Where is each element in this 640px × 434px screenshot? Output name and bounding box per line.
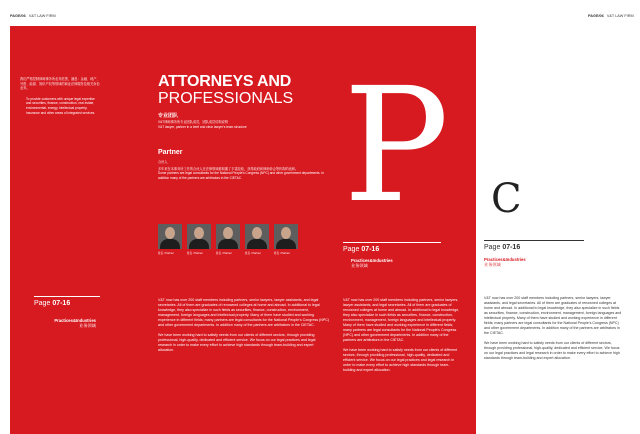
partner-photo	[216, 224, 240, 249]
right-red-page-prefix: Page	[343, 246, 360, 253]
white-para1: V&T now has over 200 staff members including partners, senior lawyers, lawyer assistants, and legal secretaries. All of them are graduates of renowned colleges at home and abroad. In additional to legal knowledge, they also specialize in such fields as securities, finance, construction, environment, management, foreign languages and intellectual property. Many of them have studied and working experience in different fields; many partners are legal consultants for the National People's Congress (NPC) and other government departments. In addition many of the partners are arbitrators in the CIETAC.	[484, 296, 622, 335]
white-practices	[484, 257, 526, 268]
small-letter-c: C	[491, 176, 522, 222]
left-practices-cn: 业务领域	[79, 323, 96, 329]
left-practices-en: Practices&Industries	[54, 318, 96, 323]
center-body-copy	[158, 298, 330, 353]
white-para2: We have been working hard to satisfy needs from our clients of different sectors, through providing professional, high-quality, dedicated and efficient service. We focus on our legal practices and legal research in order to make every effort to achieve high standards through team-building and expert allocation.	[484, 341, 620, 360]
header-right	[588, 14, 634, 18]
white-practices-cn: 业务领域	[484, 262, 501, 268]
partner-cn-label: 合伙人	[158, 160, 168, 164]
header-right-section: V&T LAW FIRM	[606, 14, 634, 18]
team-intro	[158, 113, 328, 129]
partner-cn-text: 多年来在本事务所工作的合伙人在法律领域都积累了丰富经验，获得政府和律师协会等机构的表彰。	[158, 166, 299, 171]
right-red-practices-cn: 业务领域	[351, 263, 368, 269]
partner-photo	[187, 224, 211, 249]
team-en-desc: V&T lawyer, partner in a brief and clear lawyer's team structure	[158, 124, 247, 129]
header-right-page: PAGE/06	[588, 14, 604, 18]
left-page-prefix: Page	[34, 300, 51, 307]
photo-caption: 姓名 / Partner	[274, 252, 290, 255]
team-cn-desc: V&T律师事务所专业团队成员，团队成员结构说明	[158, 120, 228, 124]
white-page-ref	[484, 243, 520, 252]
white-page-prefix: Page	[484, 244, 501, 251]
title-block	[158, 73, 308, 107]
left-practices	[46, 318, 96, 329]
partner-photos	[158, 224, 298, 258]
right-red-practices	[351, 258, 393, 269]
big-letter-p: P	[343, 54, 450, 238]
photo-caption: 姓名 / Partner	[158, 252, 174, 255]
white-body-copy	[484, 296, 624, 361]
photo-caption: 姓名 / Partner	[187, 252, 203, 255]
header-left	[10, 14, 56, 18]
right-red-page-ref	[343, 245, 379, 254]
left-intro	[20, 77, 100, 115]
photo-caption: 姓名 / Partner	[245, 252, 261, 255]
right-red-para2: We have been working hard to satisfy needs from our clients of different sectors, through providing professional, high-quality, dedicated and efficient service. We focus on our legal practices and legal research in order to make every effort to achieve high standards through team-building and expert allocation.	[343, 348, 458, 372]
right-red-page-rule	[343, 242, 441, 243]
partner-section	[158, 148, 330, 180]
right-red-body-copy	[343, 298, 461, 373]
partner-photo	[245, 224, 269, 249]
team-cn-subtitle: 专业团队	[158, 113, 179, 119]
center-para2: We have been working hard to satisfy needs from our clients of different sectors, through providing professional, high-quality, dedicated and efficient service. We focus on our legal practices and legal research in order to make every effort to achieve high standards through team-building and expert allocation.	[158, 333, 316, 352]
partner-heading: Partner	[158, 149, 183, 156]
right-red-practices-en: Practices&Industries	[351, 258, 393, 263]
partner-en-text: Some partners are legal consultants for the National People's Congress (NPC) and other government departments. In addition many of the partners are arbitrators in the CIETAC.	[158, 171, 324, 180]
header-left-section: V&T LAW FIRM	[28, 14, 56, 18]
left-page-number: 07-16	[52, 300, 71, 307]
white-practices-en: Practices&Industries	[484, 257, 526, 262]
left-page-ref	[34, 299, 70, 308]
title-line2: PROFESSIONALS	[158, 90, 294, 107]
left-page-rule	[34, 296, 100, 297]
left-intro-cn: 我们严格控制律师事务所业务范围，涵盖：金融、地产、外资、能源、知识产权等领域的商业法律服务及相关诉讼业务。	[20, 77, 100, 91]
photo-caption: 姓名 / Partner	[216, 252, 232, 255]
white-page-number: 07-16	[502, 244, 521, 251]
right-red-page-number: 07-16	[361, 246, 380, 253]
white-page-rule	[484, 240, 584, 241]
center-para1: V&T now has over 200 staff members including partners, senior lawyers, lawyer assistants, and legal secretaries. All of them are graduates of renowned colleges at home and abroad. In additional to legal knowledge, they also specialize in such fields as securities, finance, construction, environment, management, foreign languages and intellectual property. Many of them have studied and working experience in different fields; many partners are legal consultants for the National People's Congress (NPC) and other government departments. In addition many of the partners are arbitrators in the CIETAC.	[158, 298, 330, 327]
partner-photo	[158, 224, 182, 249]
right-red-para1: V&T now has over 200 staff members including partners, senior lawyers, lawyer assistants, and legal secretaries. All of them are graduates of renowned colleges at home and abroad. In additional to legal knowledge, they also specialize in such fields as securities, finance, construction, environment, management, foreign languages and intellectual property. Many of them have studied and working experience in different fields; many partners are legal consultants for the National People's Congress (NPC) and other government departments. In addition many of the partners are arbitrators in the CIETAC.	[343, 298, 460, 342]
partner-photo	[274, 224, 298, 249]
title-line1: ATTORNEYS AND	[158, 73, 292, 90]
header-left-page: PAGE/06	[10, 14, 26, 18]
left-intro-en: To provide customers with unique legal expertise and securities, finance, construction, real estate, environmental, energy, intellectual property, insurance and other areas of integrated services.	[26, 96, 96, 115]
